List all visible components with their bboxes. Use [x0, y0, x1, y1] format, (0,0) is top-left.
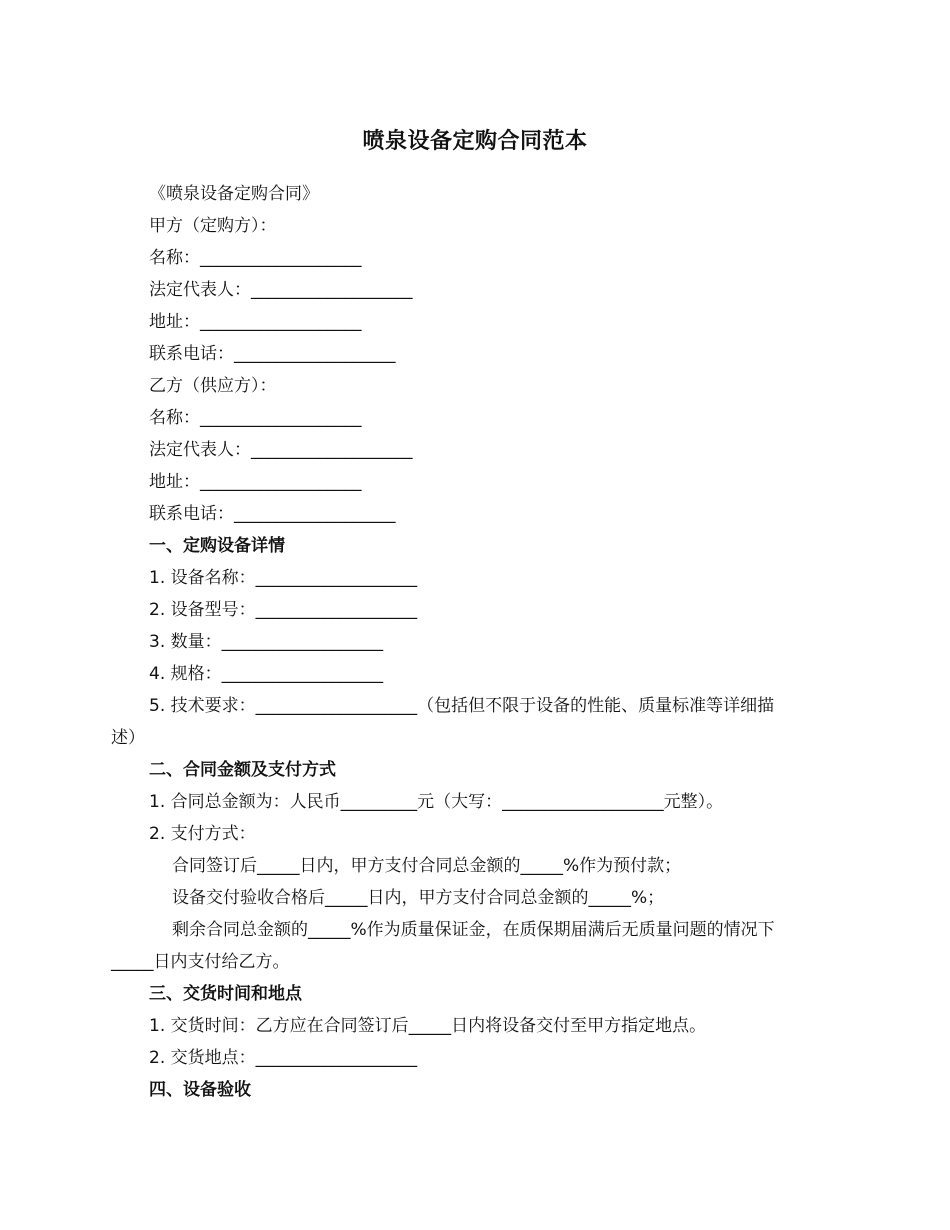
party-b-representative-line: 法定代表人：___________________ [149, 440, 413, 460]
warranty-deposit-line: 剩余合同总金额的_____%作为质量保证金，在质保期届满后无质量问题的情况下 [172, 920, 775, 940]
warranty-deposit-continuation: _____日内支付给乙方。 [111, 952, 290, 972]
section-heading-equipment: 一、定购设备详情 [149, 536, 285, 556]
payment-method-line: 2. 支付方式： [149, 824, 256, 844]
document-body [111, 178, 851, 1106]
equipment-tech-requirements-continuation: 述） [111, 728, 145, 748]
delivery-place-line: 2. 交货地点：___________________ [149, 1048, 418, 1068]
section-heading-acceptance: 四、设备验收 [149, 1080, 251, 1100]
party-a-heading: 甲方（定购方）： [149, 216, 277, 236]
delivery-time-line: 1. 交货时间：乙方应在合同签订后_____日内将设备交付至甲方指定地点。 [149, 1016, 707, 1036]
section-heading-payment: 二、合同金额及支付方式 [149, 760, 336, 780]
party-b-name-line: 名称：___________________ [149, 408, 362, 428]
equipment-model-line: 2. 设备型号：___________________ [149, 600, 418, 620]
party-a-address-line: 地址：___________________ [149, 312, 362, 332]
total-amount-line: 1. 合同总金额为：人民币_________元（大写：___________________元整）。 [149, 792, 724, 812]
party-a-name-line: 名称：___________________ [149, 248, 362, 268]
party-b-phone-line: 联系电话：___________________ [149, 504, 396, 524]
prepayment-line: 合同签订后_____日内，甲方支付合同总金额的_____%作为预付款； [172, 856, 682, 876]
equipment-name-line: 1. 设备名称：___________________ [149, 568, 418, 588]
section-heading-delivery: 三、交货时间和地点 [149, 984, 302, 1004]
acceptance-payment-line: 设备交付验收合格后_____日内，甲方支付合同总金额的_____%； [172, 888, 665, 908]
equipment-quantity-line: 3. 数量：___________________ [149, 632, 384, 652]
party-a-representative-line: 法定代表人：___________________ [149, 280, 413, 300]
party-a-phone-line: 联系电话：___________________ [149, 344, 396, 364]
document-title: 喷泉设备定购合同范本 [362, 129, 588, 154]
party-b-heading: 乙方（供应方）： [149, 376, 277, 396]
equipment-spec-line: 4. 规格：___________________ [149, 664, 384, 684]
equipment-tech-requirements-line: 5. 技术要求：___________________（包括但不限于设备的性能、质量标准等详细描 [149, 696, 775, 716]
contract-name-line: 《喷泉设备定购合同》 [149, 184, 319, 204]
party-b-address-line: 地址：___________________ [149, 472, 362, 492]
